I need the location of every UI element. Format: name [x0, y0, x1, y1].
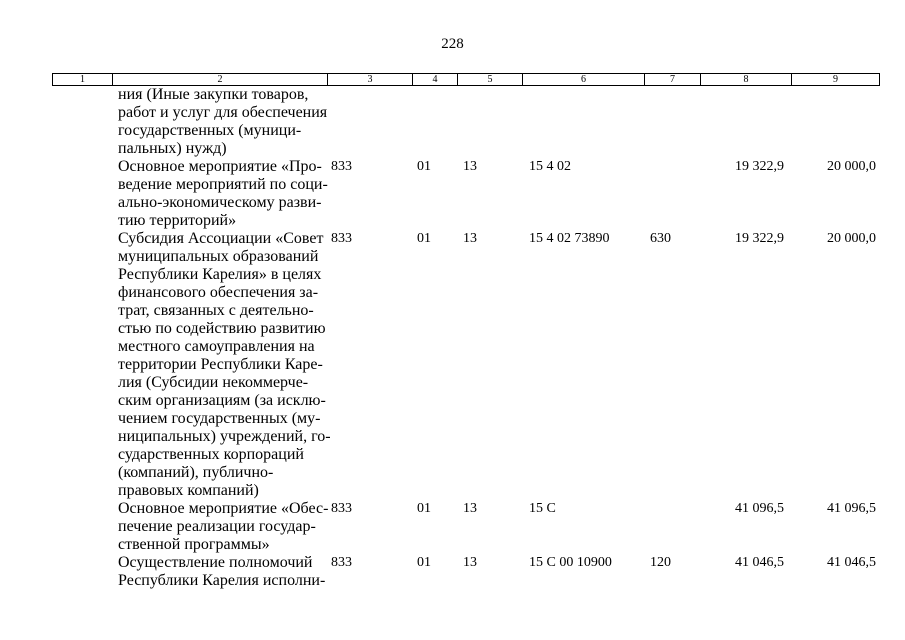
row-name-line: ским организациям (за исклю-	[118, 392, 326, 409]
row-name-line: чением государственных (му-	[118, 410, 321, 427]
row-name-line: трат, связанных с деятельно-	[118, 302, 314, 319]
row-amount-year-1: 19 322,9	[735, 159, 784, 174]
row-subsection-code: 13	[463, 231, 477, 246]
row-name-line: территории Республики Каре-	[118, 356, 323, 373]
row-name-line: Республики Карелия исполни-	[118, 572, 326, 589]
column-number-5: 5	[458, 74, 523, 85]
row-name	[118, 158, 328, 230]
row-name-line: Основное мероприятие «Про-	[118, 158, 322, 175]
column-number-8: 8	[701, 74, 792, 85]
table-row	[0, 500, 905, 554]
row-amount-year-2: 20 000,0	[827, 159, 876, 174]
row-target-article: 15 4 02	[529, 159, 571, 174]
row-name	[118, 500, 329, 554]
row-amount-year-1: 41 046,5	[735, 555, 784, 570]
row-name-line: местного самоуправления на	[118, 338, 315, 355]
column-number-9: 9	[833, 74, 838, 85]
column-number-1: 1	[53, 74, 113, 85]
row-name-line: правовых компаний)	[118, 482, 259, 499]
row-name-line: финансового обеспечения за-	[118, 284, 319, 301]
row-amount-year-2: 41 046,5	[827, 555, 876, 570]
row-name-line: ниципальных) учреждений, го-	[118, 428, 331, 445]
row-name-line: муниципальных образований	[118, 248, 319, 265]
row-name-line: Субсидия Ассоциации «Совет	[118, 230, 324, 247]
table-column-header	[52, 73, 880, 86]
row-name-line: государственных (муници-	[118, 122, 302, 139]
row-expense-type: 120	[650, 555, 671, 570]
row-name-line: лия (Субсидии некоммерче-	[118, 374, 309, 391]
row-section-code: 01	[417, 159, 431, 174]
row-section-code: 01	[417, 501, 431, 516]
row-name	[118, 554, 326, 590]
row-chapter-code: 833	[331, 231, 352, 246]
row-chapter-code: 833	[331, 159, 352, 174]
table-row	[0, 554, 905, 590]
row-amount-year-1: 19 322,9	[735, 231, 784, 246]
row-subsection-code: 13	[463, 501, 477, 516]
row-amount-year-2: 20 000,0	[827, 231, 876, 246]
row-expense-type: 630	[650, 231, 671, 246]
row-name-line: ально-экономическому разви-	[118, 194, 322, 211]
column-number-7: 7	[645, 74, 701, 85]
row-subsection-code: 13	[463, 159, 477, 174]
row-section-code: 01	[417, 555, 431, 570]
row-name-line: печение реализации государ-	[118, 518, 316, 535]
row-name-line: ственной программы»	[118, 536, 270, 553]
table-row	[0, 158, 905, 230]
row-name-line: сударственных корпораций	[118, 446, 304, 463]
row-amount-year-1: 41 096,5	[735, 501, 784, 516]
row-name-line: стью по содействию развитию	[118, 320, 326, 337]
row-name-line: Основное мероприятие «Обес-	[118, 500, 329, 517]
column-number-6: 6	[523, 74, 645, 85]
row-name-line: Осуществление полномочий	[118, 554, 313, 571]
row-target-article: 15 С	[529, 501, 556, 516]
table-row	[0, 86, 905, 158]
column-number-2: 2	[113, 74, 328, 85]
row-name-line: тию территорий»	[118, 212, 237, 229]
row-name-line: (компаний), публично-	[118, 464, 274, 481]
page-number: 228	[441, 36, 464, 52]
row-name-line: пальных) нужд)	[118, 140, 227, 157]
table-row	[0, 230, 905, 500]
row-amount-year-2: 41 096,5	[827, 501, 876, 516]
row-name	[118, 230, 331, 500]
table-body	[0, 86, 905, 590]
row-chapter-code: 833	[331, 555, 352, 570]
row-name-line: работ и услуг для обеспечения	[118, 104, 328, 121]
row-target-article: 15 С 00 10900	[529, 555, 612, 570]
column-number-4: 4	[413, 74, 458, 85]
row-name-line: Республики Карелия» в целях	[118, 266, 322, 283]
row-subsection-code: 13	[463, 555, 477, 570]
row-target-article: 15 4 02 73890	[529, 231, 610, 246]
row-chapter-code: 833	[331, 501, 352, 516]
row-section-code: 01	[417, 231, 431, 246]
column-number-3: 3	[328, 74, 413, 85]
row-name	[118, 86, 328, 158]
row-name-line: ведение мероприятий по соци-	[118, 176, 328, 193]
row-name-line: ния (Иные закупки товаров,	[118, 86, 309, 103]
